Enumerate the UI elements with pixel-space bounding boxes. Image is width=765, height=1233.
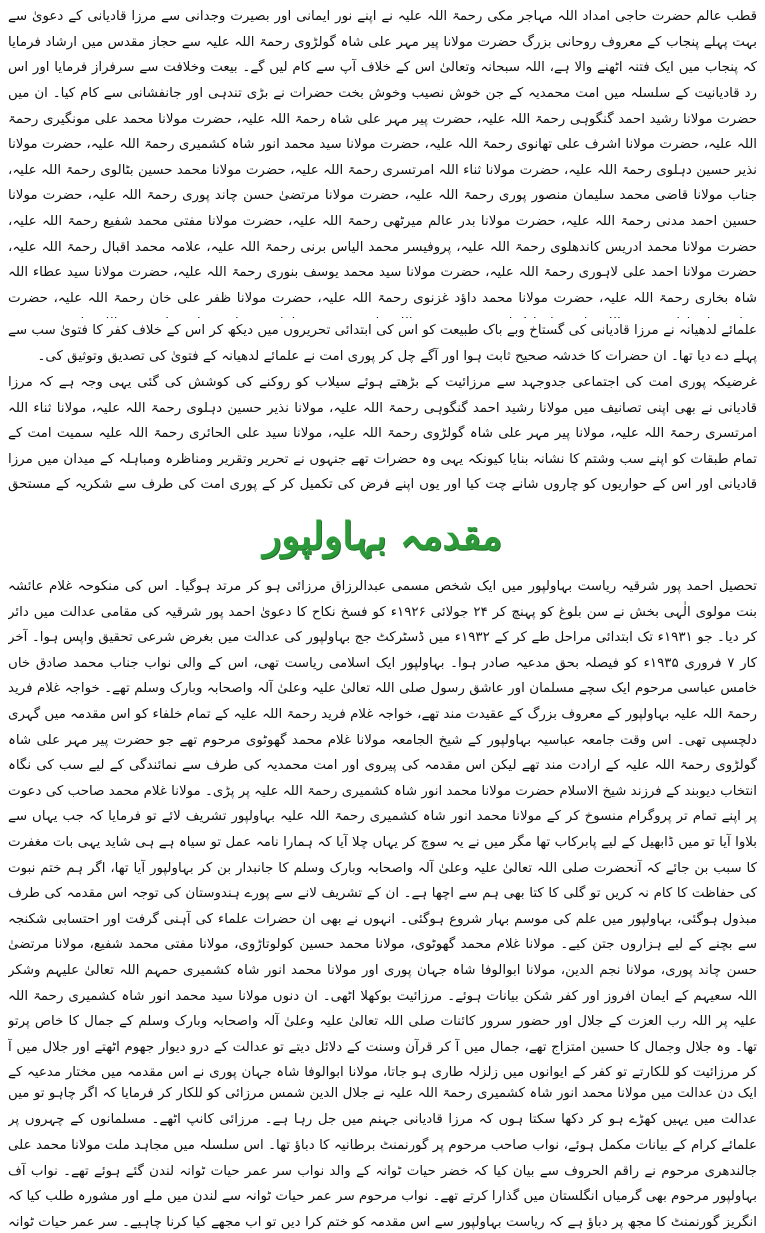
paragraph-ludhiana: علمائے لدھیانہ نے مرزا قادیانی کی گستاخ وبے باک طبیعت کو اس کی ابتدائی تحریروں میں دیکھ کر اس کے خلاف کفر کا فتویٰ سب سے پہلے دے دیا تھا۔ ان حضرات کا خدشہ صحیح ثابت ہوا اور آگے چل کر پوری امت نے علمائے لدھیانہ کے فتویٰ کی تصدیق وتوثیق کی۔ [8, 323, 757, 364]
paragraph-court-day: ایک دن عدالت میں مولانا محمد انور شاہ کشمیری رحمۃ اللہ علیہ نے جلال الدین شمس مرزائی کو للکار کر فرمایا کہ اگر چاہو تو میں عدالت میں یہیں کھڑے ہو کر دکھا سکتا ہوں کہ مرزا قادیانی جہنم میں جل رہا ہے۔ مرزائی کانپ اٹھے۔ مسلمانوں کے چہروں پر [8, 1086, 757, 1127]
paragraph-collective-effort: غرضیکہ پوری امت کی اجتماعی جدوجہد سے مرزائیت کے بڑھتے ہوئے سیلاب کو روکنے کی کوشش کی گئی یہی وجہ ہے کہ مرزا قادیانی نے بھی اپنی تصانیف میں مولانا رشید احمد گنگوہی رحمۃ اللہ علیہ، مولانا نذیر حسین دہلوی رحمۃ اللہ علیہ، مولانا ثناء اللہ امرتسری رحمۃ اللہ علیہ، مولانا پیر مہر علی شاہ گولڑوی رحمۃ اللہ علیہ، مولانا سید علی الحائری رحمۃ اللہ علیہ سمیت امت کے تمام طبقات کو اپنے سب وشتم کا نشانہ بنایا کیونکہ یہی وہ حضرات تھے جنہوں نے تحریر وتقریر ومناظرہ ومباہلہ کے میدان میں مرزا قادیانی اور اس کے حواریوں کو چاروں شانے چت کیا اور یوں اپنے فرض کی تکمیل کر کے پوری امت کی طرف سے شکریہ کے مستحق [8, 375, 757, 493]
section-heading: مقدمہ بہاولپور [262, 513, 503, 558]
section-heading-wrap [8, 508, 757, 570]
paragraph-intro: قطب عالم حضرت حاجی امداد اللہ مہاجر مکی رحمۃ اللہ علیہ نے اپنے نور ایمانی اور بصیرت وجدانی سے مرزا قادیانی کے دعویٰ سے بہت پہلے پنجاب کے معروف روحانی بزرگ حضرت مولانا پیر مہر علی شاہ گولڑوی رحمۃ اللہ علیہ سے حجاز مقدس میں ارشاد فرمایا کہ پنجاب میں ایک فتنہ اٹھنے والا ہے، اللہ سبحانہ وتعالیٰ اس کے خلاف آپ سے کام لیں گے۔ بیعت وخلافت سے سرفراز فرمایا اور اس [8, 9, 757, 76]
paragraph-nawab: علمائے کرام کے بیانات مکمل ہوئے، نواب صاحب مرحوم پر گورنمنٹ برطانیہ کا دباؤ تھا۔ اس سلسلہ میں مجاہد ملت مولانا محمد علی جالندھری مرحوم نے راقم الحروف سے بیان کیا کہ خضر حیات ٹوانہ کے والد نواب سر عمر حیات ٹوانہ لندن گئے ہوئے تھے۔ نواب آف بہاولپور مرحوم بھی گرمیاں انگلستان میں گذارا کرتے تھے۔ نواب مرحوم سر عمر حیات ٹوانہ سے لندن میں ملے اور مشورہ طلب کیا کہ انگریز گورنمنٹ کا مجھ پر دباؤ ہے کہ ریاست بہاولپور سے اس مقدمہ کو ختم کرا دیں تو اب مجھے کیا کرنا چاہیے۔ سر عمر حیات ٹوانہ [8, 1138, 757, 1230]
paragraph-scholars: رد قادیانیت کے سلسلہ میں امت محمدیہ کے جن خوش نصیب وخوش بخت حضرات نے بڑی تندہی اور جانفشانی سے کام کیا۔ ان میں حضرت مولانا رشید احمد گنگوہی رحمۃ اللہ علیہ، حضرت پیر مہر علی شاہ رحمۃ اللہ علیہ، حضرت مولانا محمد علی مونگیری رحمۃ اللہ علیہ، حضرت مولانا اشرف علی تھانوی رحمۃ اللہ علیہ، حضرت مولانا سید محمد انور شاہ کشمیری رحمۃ اللہ علیہ، حضرت مولانا نذیر حسین دہلوی رحمۃ اللہ علیہ، حضرت مولانا ثناء اللہ امرتسری رحمۃ اللہ علیہ، حضرت مولانا محمد حسین بٹالوی رحمۃ اللہ علیہ، جناب مولانا قاضی محمد سلیمان منصور پوری رحمۃ اللہ علیہ، حضرت مولانا مرتضیٰ حسن چاند پوری رحمۃ اللہ علیہ، حضرت مولانا حسین احمد مدنی رحمۃ اللہ علیہ، حضرت مولانا بدر عالم میرٹھی رحمۃ اللہ علیہ، حضرت مولانا مفتی محمد شفیع رحمۃ اللہ علیہ، حضرت مولانا محمد ادریس کاندھلوی رحمۃ اللہ علیہ، پروفیسر محمد الیاس برنی رحمۃ اللہ علیہ، علامہ محمد اقبال رحمۃ اللہ علیہ، حضرت مولانا احمد علی لاہوری رحمۃ اللہ علیہ، حضرت مولانا سید محمد یوسف بنوری رحمۃ اللہ علیہ، حضرت مولانا سید عطاء اللہ شاہ بخاری رحمۃ اللہ علیہ، حضرت مولانا محمد داؤد غزنوی رحمۃ اللہ علیہ، حضرت مولانا ظفر علی خان رحمۃ اللہ علیہ، حضرت [8, 86, 757, 306]
paragraph-bahawalpur-case: تحصیل احمد پور شرقیہ ریاست بہاولپور میں ایک شخص مسمی عبدالرزاق مرزائی ہو کر مرتد ہوگیا۔ اس کی منکوحہ غلام عائشہ بنت مولوی الٰہی بخش نے سن بلوغ کو پہنچ کر ۲۴ جولائی ۱۹۲۶ء کو فسخ نکاح کا دعویٰ احمد پور شرقیہ کی مقامی عدالت میں دائر کر دیا۔ جو ۱۹۳۱ء تک ابتدائی مراحل طے کر کے ۱۹۳۲ء میں ڈسٹرکٹ جج بہاولپور کی عدالت میں بغرض شرعی تحقیق واپس ہوا۔ آخر کار ۷ فروری ۱۹۳۵ء کو فیصلہ بحق مدعیہ صادر ہوا۔ بہاولپور ایک اسلامی ریاست تھی، اس کے والی نواب جناب محمد صادق خاں خامس عباسی مرحوم ایک سچے مسلمان اور عاشق رسول صلی اللہ تعالیٰ علیہ وعلیٰ آلہ واصحابہ وبارک وسلم تھے۔ خواجہ غلام فرید رحمۃ اللہ علیہ بہاولپور کے معروف بزرگ کے عقیدت مند تھے، خواجہ غلام فرید رحمۃ اللہ علیہ کے تمام خلفاء کو اس مقدمہ میں گہری دلچسپی تھی۔ اس وقت جامعہ عباسیہ بہاولپور کے شیخ الجامعہ مولانا غلام محمد گھوٹوی مرحوم تھے جو حضرت پیر مہر علی شاہ گولڑوی رحمۃ اللہ علیہ کے ارادت مند تھے لیکن اس مقدمہ کی پیروی اور امت محمدیہ کی طرف سے نمائندگی کے لیے سب کی نگاہ انتخاب دیوبند کے فرزند شیخ الاسلام حضرت مولانا محمد انور شاہ کشمیری رحمۃ اللہ علیہ پر پڑی۔ مولانا غلام محمد صاحب کی دعوت پر اپنے تمام تر پروگرام منسوخ کر کے مولانا محمد انور شاہ کشمیری رحمۃ اللہ علیہ بہاولپور تشریف لائے تو فرمایا کہ جب یہاں سے بلاوا آیا تو میں ڈابھیل کے لیے پابرکاب تھا مگر میں نے یہ سوچ کر یہاں چلا آیا کہ ہمارا نامہ عمل تو سیاہ ہے ہی شاید یہی بات مغفرت کا سبب بن جائے کہ آنحضرت صلی اللہ تعالیٰ علیہ وعلیٰ آلہ واصحابہ وبارک وسلم کا جانبدار بن کر بہاولپور آیا تھا، اگر ہم ختم نبوت کی حفاظت کا کام نہ کریں تو گلی کا کتا بھی ہم سے اچھا ہے۔ ان کے تشریف لانے سے پورے ہندوستان کی توجہ اس مقدمہ کی طرف مبذول ہوگئی، بہاولپور میں علم کی موسم بہار شروع ہوگئی۔ انہوں نے بھی ان حضرات علماء کی آہنی گرفت اور احتسابی شکنجہ سے بچنے کے لیے ہزاروں جتن کیے۔ مولانا غلام محمد گھوٹوی، مولانا محمد حسین کولوتاڑوی، مولانا مفتی محمد شفیع، مولانا مرتضیٰ حسن چاند پوری، مولانا نجم الدین، مولانا ابوالوفا شاہ جہان پوری اور مولانا محمد انور شاہ کشمیری حمہم اللہ تعالیٰ علیہم وشکر اللہ سعیہم کے ایمان افروز اور کفر شکن بیانات ہوئے۔ مرزائیت بوکھلا اٹھی۔ ان دنوں مولانا سید محمد انور شاہ کشمیری رحمۃ اللہ علیہ پر اللہ رب العزت کے جلال اور حضور سرور کائنات صلی اللہ تعالیٰ علیہ وعلیٰ آلہ واصحابہ وبارک وسلم کے جمال کا خاص پرتو تھا۔ وہ جلال وجمال کا حسین امتزاج تھے، جمال میں آ کر قرآن وسنت کے دلائل دیتے تو عدالت کے درو دیوار جھوم اٹھتے اور جلال میں آ کر مرزائیت کو للکارتے تو کفر کے ایوانوں میں زلزلہ طاری ہو جاتا، مولانا ابوالوفا شاہ جہان پوری نے اس مقدمہ میں مختار مدعیہ کے [8, 579, 757, 1081]
